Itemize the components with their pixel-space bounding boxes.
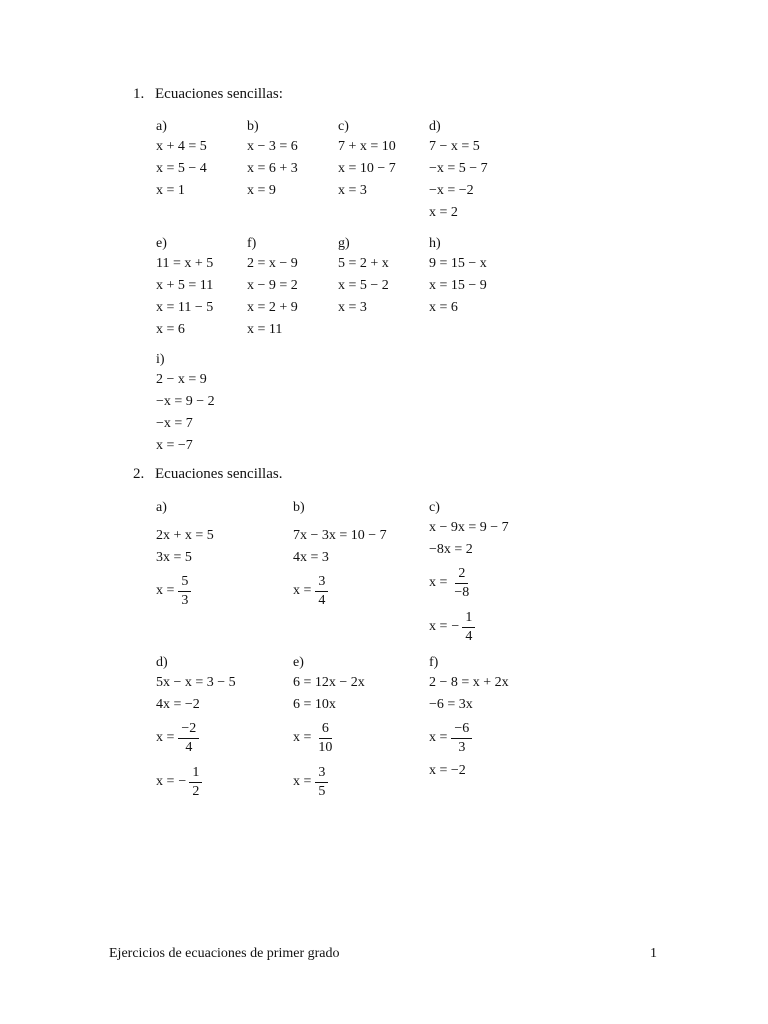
fraction-sign: − [451,619,460,634]
problem-1h [429,235,487,319]
problem-label: h) [429,236,441,251]
problem-label: d) [156,655,168,670]
fraction-numerator: −6 [451,720,472,739]
fraction-numerator: 1 [462,609,475,628]
fraction [462,609,475,646]
fraction-numerator: 2 [455,565,468,584]
equation-line: 2 = x − 9 [247,256,298,271]
equation-line: 11 = x + 5 [156,256,214,271]
problem-label: a) [156,500,167,515]
equation-line: −6 = 3x [429,697,473,712]
equation-line: −8x = 2 [429,542,473,557]
fraction [451,565,472,602]
equation-line: x = 6 [156,322,185,337]
equation-line: x − 9x = 9 − 7 [429,520,509,535]
equation-line: x = −7 [156,438,193,453]
problem-label: b) [247,119,259,134]
equation-line: x + 4 = 5 [156,139,207,154]
fraction-numerator: −2 [178,720,199,739]
problem-1f [247,235,298,341]
equation-line: x = 15 − 9 [429,278,487,293]
fraction-line [429,561,509,605]
equation-line: x + 5 = 11 [156,278,214,293]
problem-label: c) [429,500,440,515]
problem-2b [293,499,387,613]
fraction-line [156,760,236,804]
fraction-numerator: 1 [189,764,202,783]
problem-label: e) [156,236,167,251]
fraction [451,720,472,757]
fraction-lhs: x = [429,575,448,590]
problem-1b [247,118,298,202]
equation-line: 5x − x = 3 − 5 [156,675,236,690]
equation-line: x = 3 [338,183,367,198]
problem-1g [338,235,389,319]
equation-line: x = 2 + 9 [247,300,298,315]
equation-line: 6 = 12x − 2x [293,675,365,690]
problem-label: a) [156,119,167,134]
fraction-line [293,716,365,760]
problem-1c [338,118,396,202]
problem-2f [429,654,509,782]
equation-line: x = 11 [247,322,283,337]
equation-line: 6 = 10x [293,697,336,712]
equation-line: 5 = 2 + x [338,256,389,271]
section-2-number: 2. [133,466,145,482]
fraction-lhs: x = [156,774,175,789]
problem-label: e) [293,655,304,670]
problem-label: c) [338,119,349,134]
fraction-denominator: 3 [181,592,189,608]
fraction-denominator: 2 [192,783,200,799]
problem-2c [429,499,509,649]
equation-line: 2x + x = 5 [156,528,214,543]
equation-line: x = 9 [247,183,276,198]
problem-2e [293,654,365,804]
equation-line: −x = −2 [429,183,474,198]
fraction-line [156,716,236,760]
problem-1d [429,118,488,224]
fraction-line [429,605,509,649]
fraction-denominator: 4 [185,739,193,755]
equation-line: x = 11 − 5 [156,300,214,315]
fraction-numerator: 5 [178,573,191,592]
footer-title: Ejercicios de ecuaciones de primer grado [109,946,340,961]
fraction-lhs: x = [293,774,312,789]
section-2-heading [133,466,282,483]
equation-line: 7 − x = 5 [429,139,480,154]
fraction-lhs: x = [293,730,312,745]
problem-label: d) [429,119,441,134]
problem-label: g) [338,236,350,251]
problem-2d [156,654,236,804]
fraction-lhs: x = [156,730,175,745]
problem-label: f) [247,236,257,251]
section-1-title: Ecuaciones sencillas: [155,86,283,102]
fraction-lhs: x = [429,619,448,634]
equation-line: x = 6 [429,300,458,315]
equation-line: 4x = −2 [156,697,200,712]
equation-line: −x = 9 − 2 [156,394,215,409]
problem-label: i) [156,352,165,367]
fraction-lhs: x = [156,583,175,598]
equation-line: x = 2 [429,205,458,220]
equation-line: x = 10 − 7 [338,161,396,176]
fraction-line [429,716,509,760]
fraction-line [293,760,365,804]
fraction-denominator: 3 [458,739,466,755]
fraction-denominator: 4 [465,628,473,644]
equation-line: 2 − 8 = x + 2x [429,675,509,690]
equation-line: x = −2 [429,763,466,778]
fraction [178,573,191,610]
fraction-sign: − [178,774,187,789]
fraction-numerator: 6 [319,720,332,739]
problem-1e [156,235,213,341]
equation-line: x − 9 = 2 [247,278,298,293]
page-number: 1 [650,946,657,961]
fraction [315,720,335,757]
section-2-title: Ecuaciones sencillas. [155,466,283,482]
equation-line: 9 = 15 − x [429,256,487,271]
equation-line: −x = 5 − 7 [429,161,488,176]
fraction-denominator: −8 [454,584,470,600]
problem-2a [156,499,214,613]
fraction-denominator: 5 [318,783,326,799]
equation-line: x = 1 [156,183,185,198]
fraction [315,764,328,801]
equation-line: x = 3 [338,300,367,315]
problem-label: f) [429,655,439,670]
equation-line: 3x = 5 [156,550,192,565]
fraction [315,573,328,610]
equation-line: x = 5 − 2 [338,278,389,293]
equation-line: 4x = 3 [293,550,329,565]
fraction-line [156,569,214,613]
fraction-line [293,569,387,613]
fraction-lhs: x = [429,730,448,745]
fraction [189,764,202,801]
equation-line: 2 − x = 9 [156,372,207,387]
problem-label: b) [293,500,305,515]
fraction-numerator: 3 [315,573,328,592]
fraction-denominator: 4 [318,592,326,608]
fraction [178,720,199,757]
section-1-number: 1. [133,86,145,102]
equation-line: x − 3 = 6 [247,139,298,154]
equation-line: −x = 7 [156,416,193,431]
fraction-denominator: 10 [318,739,333,755]
problem-1a [156,118,207,202]
problem-1i [156,351,215,457]
equation-line: x = 5 − 4 [156,161,207,176]
fraction-lhs: x = [293,583,312,598]
section-1-heading [133,86,283,103]
equation-line: x = 6 + 3 [247,161,298,176]
fraction-numerator: 3 [315,764,328,783]
equation-line: 7x − 3x = 10 − 7 [293,528,387,543]
equation-line: 7 + x = 10 [338,139,396,154]
